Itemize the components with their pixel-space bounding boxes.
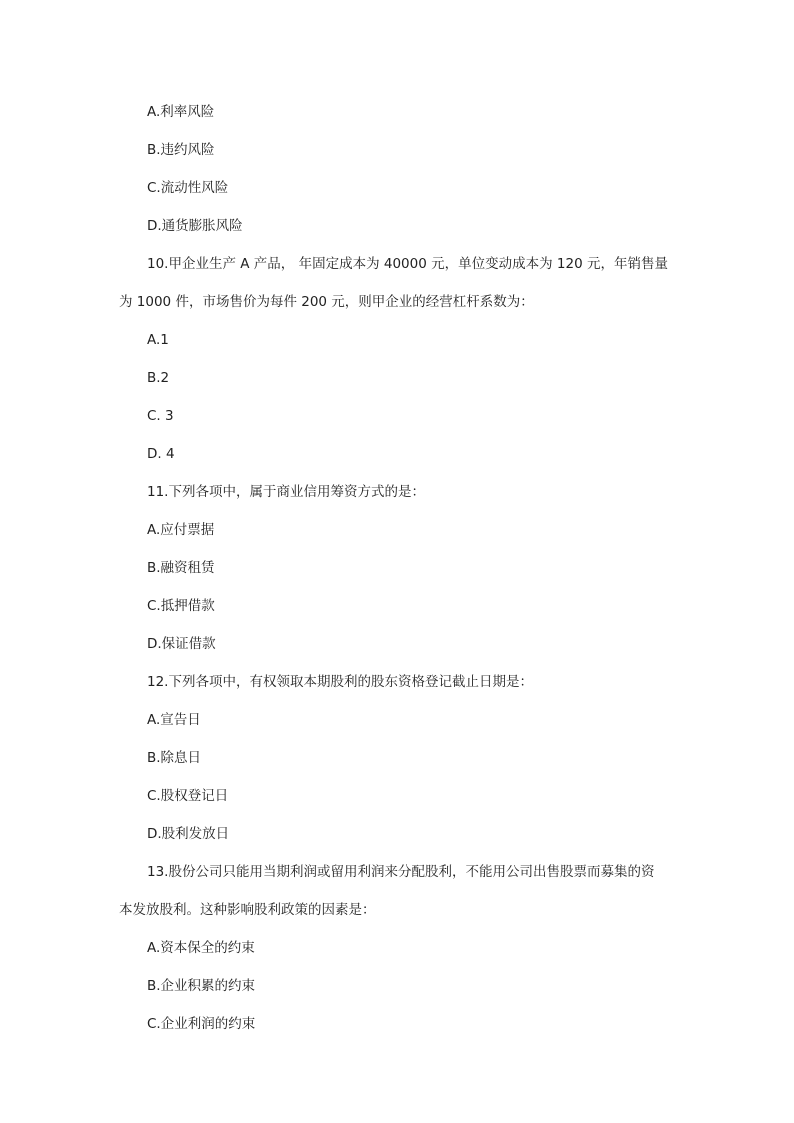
option-q12-b: B.除息日 xyxy=(147,750,202,766)
option-q11-c: C.抵押借款 xyxy=(147,598,215,614)
question-13-line-1: 13.股份公司只能用当期利润或留用利润来分配股利，不能用公司出售股票而募集的资 xyxy=(147,864,655,880)
question-13-line-2: 本发放股利。这种影响股利政策的因素是： xyxy=(119,902,376,918)
option-q10-d: D. 4 xyxy=(147,446,175,462)
option-q9-d: D.通货膨胀风险 xyxy=(147,218,243,234)
option-q10-b: B.2 xyxy=(147,370,170,386)
option-q13-b: B.企业积累的约束 xyxy=(147,978,256,994)
document-page xyxy=(119,93,679,1043)
question-12-line-1: 12.下列各项中，有权领取本期股利的股东资格登记截止日期是： xyxy=(147,674,533,690)
option-q13-a: A.资本保全的约束 xyxy=(147,940,255,956)
question-10-line-1: 10.甲企业生产 A 产品， 年固定成本为 40000 元，单位变动成本为 120 元，年销售量 xyxy=(147,256,668,272)
option-q12-a: A.宣告日 xyxy=(147,712,201,728)
question-10-line-2: 为 1000 件，市场售价为每件 200 元，则甲企业的经营杠杆系数为： xyxy=(119,294,534,310)
option-q11-d: D.保证借款 xyxy=(147,636,216,652)
option-q9-b: B.违约风险 xyxy=(147,142,215,158)
option-q11-b: B.融资租赁 xyxy=(147,560,215,576)
option-q12-c: C.股权登记日 xyxy=(147,788,229,804)
option-q10-a: A.1 xyxy=(147,332,169,348)
option-q10-c: C. 3 xyxy=(147,408,174,424)
option-q11-a: A.应付票据 xyxy=(147,522,215,538)
question-13 xyxy=(119,853,679,929)
option-q12-d: D.股利发放日 xyxy=(147,826,230,842)
question-10 xyxy=(119,245,679,321)
question-11 xyxy=(119,473,679,511)
option-q13-c: C.企业利润的约束 xyxy=(147,1016,256,1032)
option-q9-c: C.流动性风险 xyxy=(147,180,229,196)
question-11-line-1: 11.下列各项中，属于商业信用筹资方式的是： xyxy=(147,484,425,500)
option-q9-a: A.利率风险 xyxy=(147,104,215,120)
question-12 xyxy=(119,663,679,701)
